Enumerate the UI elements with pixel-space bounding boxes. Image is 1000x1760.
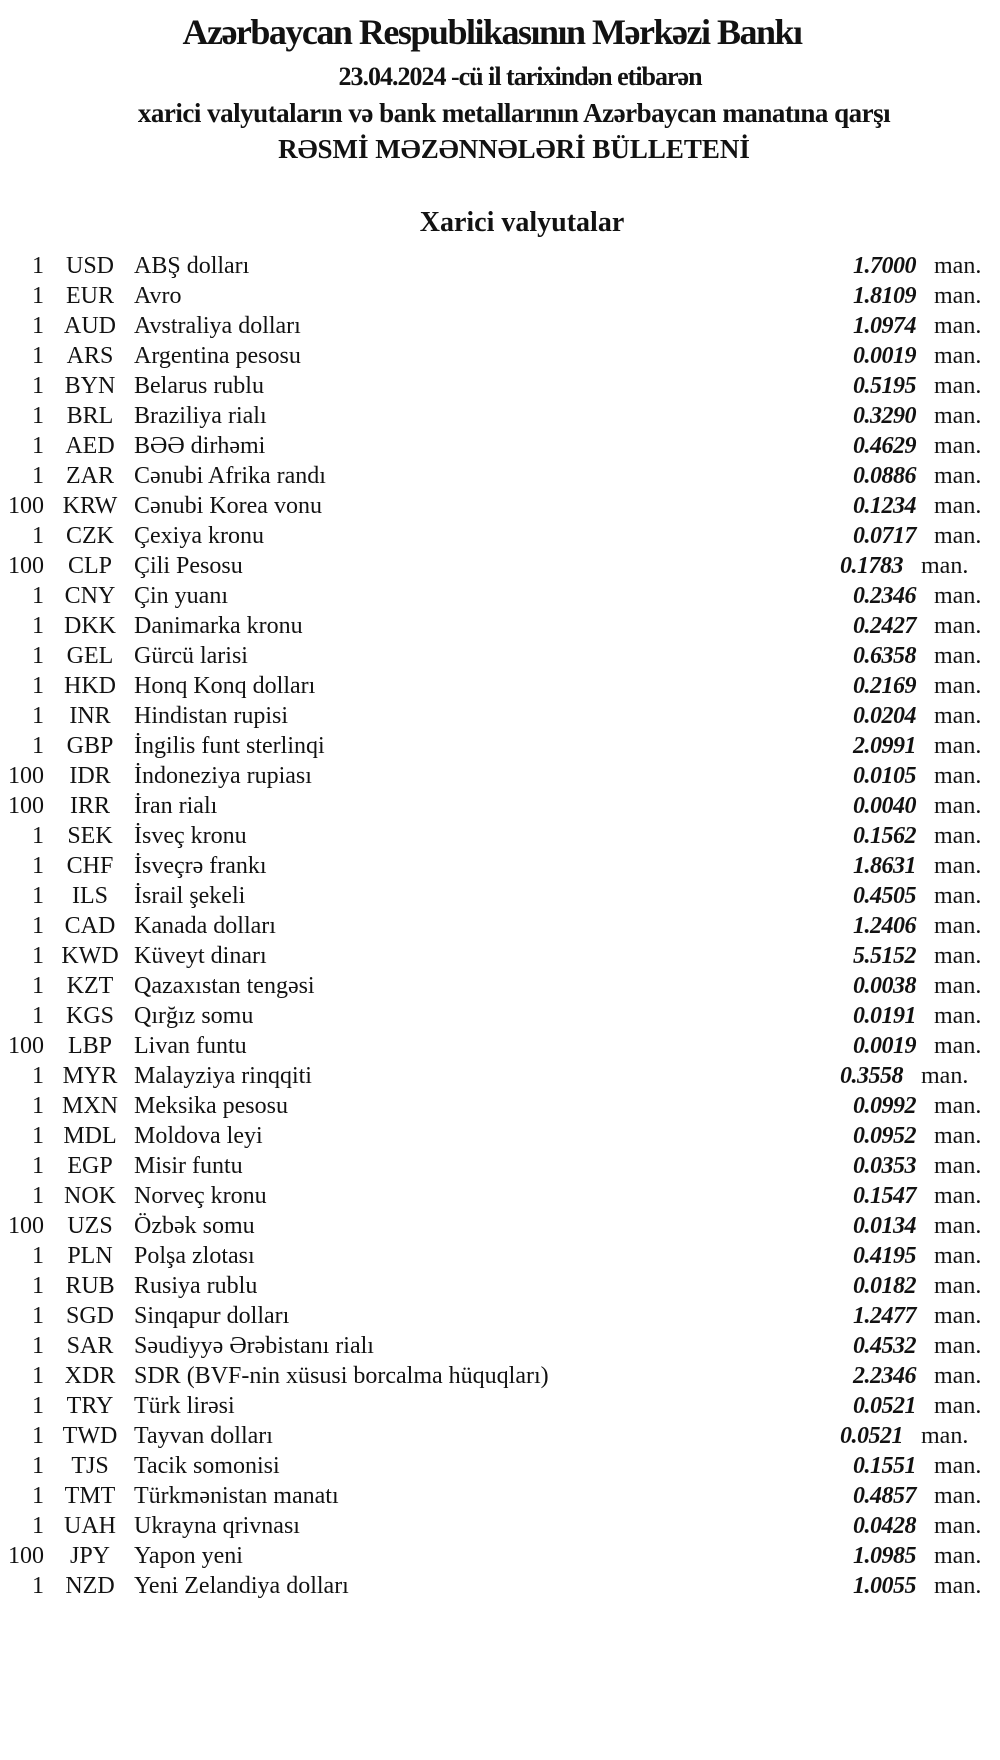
unit-quantity: 1	[32, 1392, 44, 1419]
rate-value: 1.2477	[853, 1302, 916, 1329]
rate-value: 0.3558	[840, 1062, 903, 1089]
currency-name: Çin yuanı	[134, 582, 228, 609]
rate-value: 1.0974	[853, 312, 916, 339]
currency-row	[0, 641, 1000, 671]
currency-unit-label: man.	[934, 1032, 982, 1059]
unit-quantity: 1	[32, 822, 44, 849]
rate-value: 2.2346	[853, 1362, 916, 1389]
currency-row	[0, 971, 1000, 1001]
bulletin-title: RƏSMİ MƏZƏNNƏLƏRİ BÜLLETENİ	[278, 134, 750, 165]
currency-code: DKK	[64, 612, 116, 639]
currency-unit-label: man.	[934, 372, 982, 399]
unit-quantity: 1	[32, 1422, 44, 1449]
currency-name: Rusiya rublu	[134, 1272, 258, 1299]
currency-row	[0, 911, 1000, 941]
rate-value: 0.0886	[853, 462, 916, 489]
currency-unit-label: man.	[934, 492, 982, 519]
unit-quantity: 1	[32, 282, 44, 309]
currency-row	[0, 1331, 1000, 1361]
currency-code: SAR	[66, 1332, 114, 1359]
currency-unit-label: man.	[934, 762, 982, 789]
rate-value: 1.8631	[853, 852, 916, 879]
currency-unit-label: man.	[934, 672, 982, 699]
effective-date-line: 23.04.2024 -cü il tarixindən etibarən	[338, 62, 702, 92]
currency-code: AUD	[64, 312, 116, 339]
unit-quantity: 100	[8, 1032, 44, 1059]
currency-code: CHF	[66, 852, 114, 879]
currency-row	[0, 851, 1000, 881]
unit-quantity: 100	[8, 762, 44, 789]
currency-unit-label: man.	[934, 522, 982, 549]
currency-unit-label: man.	[934, 612, 982, 639]
currency-row	[0, 521, 1000, 551]
currency-unit-label: man.	[934, 312, 982, 339]
rate-value: 0.0992	[853, 1092, 916, 1119]
currency-name: Yapon yeni	[134, 1542, 243, 1569]
rate-value: 0.5195	[853, 372, 916, 399]
rate-value: 5.5152	[853, 942, 916, 969]
currency-row	[0, 491, 1000, 521]
currency-name: Polşa zlotası	[134, 1242, 255, 1269]
exchange-rates-table	[0, 251, 1000, 1601]
currency-name: ABŞ dolları	[134, 252, 250, 279]
currency-code: AED	[65, 432, 115, 459]
currency-code: RUB	[65, 1272, 115, 1299]
rate-value: 0.2427	[853, 612, 916, 639]
currency-code: NOK	[64, 1182, 116, 1209]
rate-value: 1.0055	[853, 1572, 916, 1599]
rate-value: 0.3290	[853, 402, 916, 429]
currency-name: Tayvan dolları	[134, 1422, 273, 1449]
currency-unit-label: man.	[934, 402, 982, 429]
currency-unit-label: man.	[934, 582, 982, 609]
currency-code: KRW	[62, 492, 118, 519]
unit-quantity: 1	[32, 1332, 44, 1359]
unit-quantity: 1	[32, 1122, 44, 1149]
currency-code: ILS	[72, 882, 108, 909]
currency-name: Özbək somu	[134, 1212, 255, 1239]
currency-name: Küveyt dinarı	[134, 942, 267, 969]
currency-row	[0, 821, 1000, 851]
currency-code: IDR	[69, 762, 111, 789]
currency-code: XDR	[64, 1362, 116, 1389]
currency-name: Belarus rublu	[134, 372, 264, 399]
currency-name: Malayziya rinqqiti	[134, 1062, 312, 1089]
currency-row	[0, 431, 1000, 461]
currency-name: Misir funtu	[134, 1152, 243, 1179]
section-heading-foreign-currencies: Xarici valyutalar	[419, 207, 625, 239]
currency-code: HKD	[64, 672, 116, 699]
currency-unit-label: man.	[934, 972, 982, 999]
currency-name: Çexiya kronu	[134, 522, 264, 549]
currency-code: KGS	[65, 1002, 114, 1029]
currency-row	[0, 1151, 1000, 1181]
rate-value: 1.0985	[853, 1542, 916, 1569]
currency-name: Kanada dolları	[134, 912, 276, 939]
currency-row	[0, 1001, 1000, 1031]
currency-name: Sinqapur dolları	[134, 1302, 290, 1329]
currency-name: Honq Konq dolları	[134, 672, 316, 699]
currency-unit-label: man.	[934, 1452, 982, 1479]
unit-quantity: 1	[32, 462, 44, 489]
currency-code: BRL	[66, 402, 114, 429]
currency-row	[0, 941, 1000, 971]
rate-value: 0.2346	[853, 582, 916, 609]
currency-row	[0, 551, 1000, 581]
currency-code: MDL	[63, 1122, 117, 1149]
rate-value: 0.4532	[853, 1332, 916, 1359]
currency-row	[0, 1451, 1000, 1481]
unit-quantity: 1	[32, 1062, 44, 1089]
currency-unit-label: man.	[934, 1182, 982, 1209]
rate-value: 0.1234	[853, 492, 916, 519]
currency-code: GEL	[66, 642, 114, 669]
rate-value: 1.8109	[853, 282, 916, 309]
currency-name: Cənubi Korea vonu	[134, 492, 322, 519]
unit-quantity: 1	[32, 1572, 44, 1599]
currency-code: IRR	[69, 792, 110, 819]
rate-value: 0.0428	[853, 1512, 916, 1539]
currency-unit-label: man.	[934, 462, 982, 489]
currency-unit-label: man.	[934, 1482, 982, 1509]
unit-quantity: 1	[32, 1152, 44, 1179]
unit-quantity: 100	[8, 1542, 44, 1569]
currency-row	[0, 1391, 1000, 1421]
rate-value: 1.7000	[853, 252, 916, 279]
currency-row	[0, 881, 1000, 911]
rate-value: 0.4505	[853, 882, 916, 909]
unit-quantity: 1	[32, 1302, 44, 1329]
currency-unit-label: man.	[934, 1242, 982, 1269]
rate-value: 0.0191	[853, 1002, 916, 1029]
currency-name: Ukrayna qrivnası	[134, 1512, 300, 1539]
currency-name: Avro	[134, 282, 182, 309]
unit-quantity: 1	[32, 432, 44, 459]
currency-unit-label: man.	[934, 1272, 982, 1299]
currency-row	[0, 281, 1000, 311]
currency-code: MYR	[62, 1062, 118, 1089]
currency-code: TJS	[71, 1452, 109, 1479]
currency-unit-label: man.	[934, 1002, 982, 1029]
rate-value: 0.0038	[853, 972, 916, 999]
currency-code: BYN	[64, 372, 116, 399]
rate-value: 0.2169	[853, 672, 916, 699]
bank-title: Azərbaycan Respublikasının Mərkəzi Bankı	[182, 12, 802, 52]
currency-row	[0, 341, 1000, 371]
rate-value: 2.0991	[853, 732, 916, 759]
rate-value: 0.0204	[853, 702, 916, 729]
unit-quantity: 1	[32, 252, 44, 279]
currency-code: CLP	[67, 552, 112, 579]
rate-value: 0.4857	[853, 1482, 916, 1509]
unit-quantity: 1	[32, 1002, 44, 1029]
unit-quantity: 100	[8, 552, 44, 579]
currency-code: LBP	[67, 1032, 112, 1059]
currency-row	[0, 1121, 1000, 1151]
currency-row	[0, 701, 1000, 731]
currency-row	[0, 731, 1000, 761]
rate-value: 0.1547	[853, 1182, 916, 1209]
currency-row	[0, 1301, 1000, 1331]
currency-row	[0, 251, 1000, 281]
currency-unit-label: man.	[934, 282, 982, 309]
unit-quantity: 1	[32, 882, 44, 909]
currency-code: EGP	[67, 1152, 113, 1179]
unit-quantity: 1	[32, 912, 44, 939]
currency-code: UAH	[64, 1512, 116, 1539]
unit-quantity: 1	[32, 1272, 44, 1299]
currency-unit-label: man.	[934, 432, 982, 459]
currency-code: SGD	[65, 1302, 114, 1329]
rate-value: 0.0105	[853, 762, 916, 789]
currency-code: NZD	[65, 1572, 115, 1599]
unit-quantity: 1	[32, 1092, 44, 1119]
unit-quantity: 1	[32, 1182, 44, 1209]
unit-quantity: 1	[32, 1452, 44, 1479]
rate-value: 0.0353	[853, 1152, 916, 1179]
rate-value: 0.0717	[853, 522, 916, 549]
currency-name: Hindistan rupisi	[134, 702, 288, 729]
currency-row	[0, 311, 1000, 341]
rate-value: 0.4195	[853, 1242, 916, 1269]
currency-code: SEK	[67, 822, 113, 849]
currency-unit-label: man.	[934, 792, 982, 819]
currency-name: BƏƏ dirhəmi	[134, 432, 266, 459]
currency-unit-label: man.	[921, 1062, 969, 1089]
unit-quantity: 1	[32, 1242, 44, 1269]
currency-row	[0, 1211, 1000, 1241]
unit-quantity: 1	[32, 672, 44, 699]
currency-code: EUR	[66, 282, 114, 309]
currency-name: İsveçrə frankı	[134, 852, 267, 879]
currency-row	[0, 1481, 1000, 1511]
currency-name: İngilis funt sterlinqi	[134, 732, 325, 759]
rate-value: 0.0182	[853, 1272, 916, 1299]
currency-unit-label: man.	[934, 1122, 982, 1149]
currency-name: Argentina pesosu	[134, 342, 301, 369]
currency-code: GBP	[66, 732, 114, 759]
currency-row	[0, 371, 1000, 401]
unit-quantity: 1	[32, 1362, 44, 1389]
currency-unit-label: man.	[934, 1152, 982, 1179]
unit-quantity: 1	[32, 852, 44, 879]
rate-value: 0.0952	[853, 1122, 916, 1149]
currency-name: Moldova leyi	[134, 1122, 263, 1149]
currency-row	[0, 1061, 1000, 1091]
currency-code: ZAR	[66, 462, 114, 489]
unit-quantity: 1	[32, 612, 44, 639]
currency-name: Qırğız somu	[134, 1002, 254, 1029]
currency-code: INR	[69, 702, 111, 729]
currency-name: Norveç kronu	[134, 1182, 267, 1209]
currency-name: İndoneziya rupiası	[134, 762, 312, 789]
currency-name: İran rialı	[134, 792, 218, 819]
rate-value: 0.4629	[853, 432, 916, 459]
currency-name: Türkmənistan manatı	[134, 1482, 339, 1509]
unit-quantity: 1	[32, 972, 44, 999]
rate-value: 0.1562	[853, 822, 916, 849]
currency-row	[0, 671, 1000, 701]
currency-name: Səudiyyə Ərəbistanı rialı	[134, 1332, 374, 1359]
currency-row	[0, 1511, 1000, 1541]
currency-name: SDR (BVF-nin xüsusi borcalma hüquqları)	[134, 1362, 549, 1389]
currency-row	[0, 791, 1000, 821]
unit-quantity: 1	[32, 582, 44, 609]
currency-unit-label: man.	[921, 552, 969, 579]
currency-code: KWD	[61, 942, 119, 969]
currency-unit-label: man.	[934, 342, 982, 369]
currency-unit-label: man.	[934, 912, 982, 939]
currency-code: KZT	[66, 972, 114, 999]
currency-name: İsrail şekeli	[134, 882, 246, 909]
currency-row	[0, 401, 1000, 431]
currency-name: Çili Pesosu	[134, 552, 243, 579]
currency-unit-label: man.	[934, 1212, 982, 1239]
currency-code: ARS	[66, 342, 114, 369]
currency-unit-label: man.	[934, 1572, 982, 1599]
currency-unit-label: man.	[934, 702, 982, 729]
currency-code: MXN	[61, 1092, 118, 1119]
currency-code: TWD	[62, 1422, 118, 1449]
currency-unit-label: man.	[921, 1422, 969, 1449]
unit-quantity: 1	[32, 942, 44, 969]
unit-quantity: 1	[32, 372, 44, 399]
currency-name: Türk lirəsi	[134, 1392, 235, 1419]
unit-quantity: 1	[32, 522, 44, 549]
rate-value: 0.1551	[853, 1452, 916, 1479]
currency-name: Tacik somonisi	[134, 1452, 280, 1479]
currency-row	[0, 611, 1000, 641]
currency-name: Cənubi Afrika randı	[134, 462, 326, 489]
rate-value: 0.0019	[853, 342, 916, 369]
currency-row	[0, 1421, 1000, 1451]
unit-quantity: 1	[32, 732, 44, 759]
currency-unit-label: man.	[934, 1392, 982, 1419]
currency-name: Livan funtu	[134, 1032, 247, 1059]
currency-row	[0, 761, 1000, 791]
currency-row	[0, 1241, 1000, 1271]
currency-unit-label: man.	[934, 1092, 982, 1119]
rate-value: 0.0019	[853, 1032, 916, 1059]
currency-code: USD	[65, 252, 114, 279]
currency-name: Meksika pesosu	[134, 1092, 288, 1119]
currency-unit-label: man.	[934, 1542, 982, 1569]
rate-value: 0.0134	[853, 1212, 916, 1239]
currency-unit-label: man.	[934, 852, 982, 879]
currency-unit-label: man.	[934, 252, 982, 279]
currency-unit-label: man.	[934, 732, 982, 759]
currency-unit-label: man.	[934, 1512, 982, 1539]
currency-code: CAD	[64, 912, 116, 939]
unit-quantity: 100	[8, 492, 44, 519]
rate-value: 0.0521	[840, 1422, 903, 1449]
unit-quantity: 1	[32, 342, 44, 369]
currency-unit-label: man.	[934, 1332, 982, 1359]
currency-unit-label: man.	[934, 1302, 982, 1329]
currency-name: Yeni Zelandiya dolları	[134, 1572, 349, 1599]
unit-quantity: 1	[32, 642, 44, 669]
currency-code: CZK	[66, 522, 114, 549]
currency-row	[0, 1541, 1000, 1571]
currency-code: TMT	[64, 1482, 116, 1509]
currency-unit-label: man.	[934, 642, 982, 669]
currency-unit-label: man.	[934, 1362, 982, 1389]
subtitle-line: xarici valyutaların və bank metallarının Azərbaycan manatına qarşı	[137, 98, 891, 129]
currency-name: Avstraliya dolları	[134, 312, 301, 339]
currency-name: Gürcü larisi	[134, 642, 248, 669]
currency-name: İsveç kronu	[134, 822, 247, 849]
unit-quantity: 1	[32, 1512, 44, 1539]
currency-row	[0, 1271, 1000, 1301]
currency-row	[0, 1361, 1000, 1391]
rate-value: 0.1783	[840, 552, 903, 579]
currency-name: Braziliya rialı	[134, 402, 267, 429]
currency-row	[0, 1091, 1000, 1121]
currency-unit-label: man.	[934, 822, 982, 849]
rate-value: 0.6358	[853, 642, 916, 669]
currency-code: TRY	[66, 1392, 114, 1419]
currency-name: Qazaxıstan tengəsi	[134, 972, 315, 999]
unit-quantity: 100	[8, 792, 44, 819]
rate-value: 0.0040	[853, 792, 916, 819]
unit-quantity: 1	[32, 702, 44, 729]
currency-name: Danimarka kronu	[134, 612, 303, 639]
currency-row	[0, 1181, 1000, 1211]
currency-row	[0, 461, 1000, 491]
currency-code: UZS	[67, 1212, 113, 1239]
unit-quantity: 1	[32, 1482, 44, 1509]
unit-quantity: 100	[8, 1212, 44, 1239]
currency-code: PLN	[67, 1242, 113, 1269]
currency-unit-label: man.	[934, 942, 982, 969]
currency-row	[0, 1571, 1000, 1601]
unit-quantity: 1	[32, 312, 44, 339]
rate-value: 1.2406	[853, 912, 916, 939]
currency-row	[0, 1031, 1000, 1061]
unit-quantity: 1	[32, 402, 44, 429]
currency-code: CNY	[64, 582, 116, 609]
currency-code: JPY	[69, 1542, 111, 1569]
currency-row	[0, 581, 1000, 611]
rate-value: 0.0521	[853, 1392, 916, 1419]
currency-unit-label: man.	[934, 882, 982, 909]
